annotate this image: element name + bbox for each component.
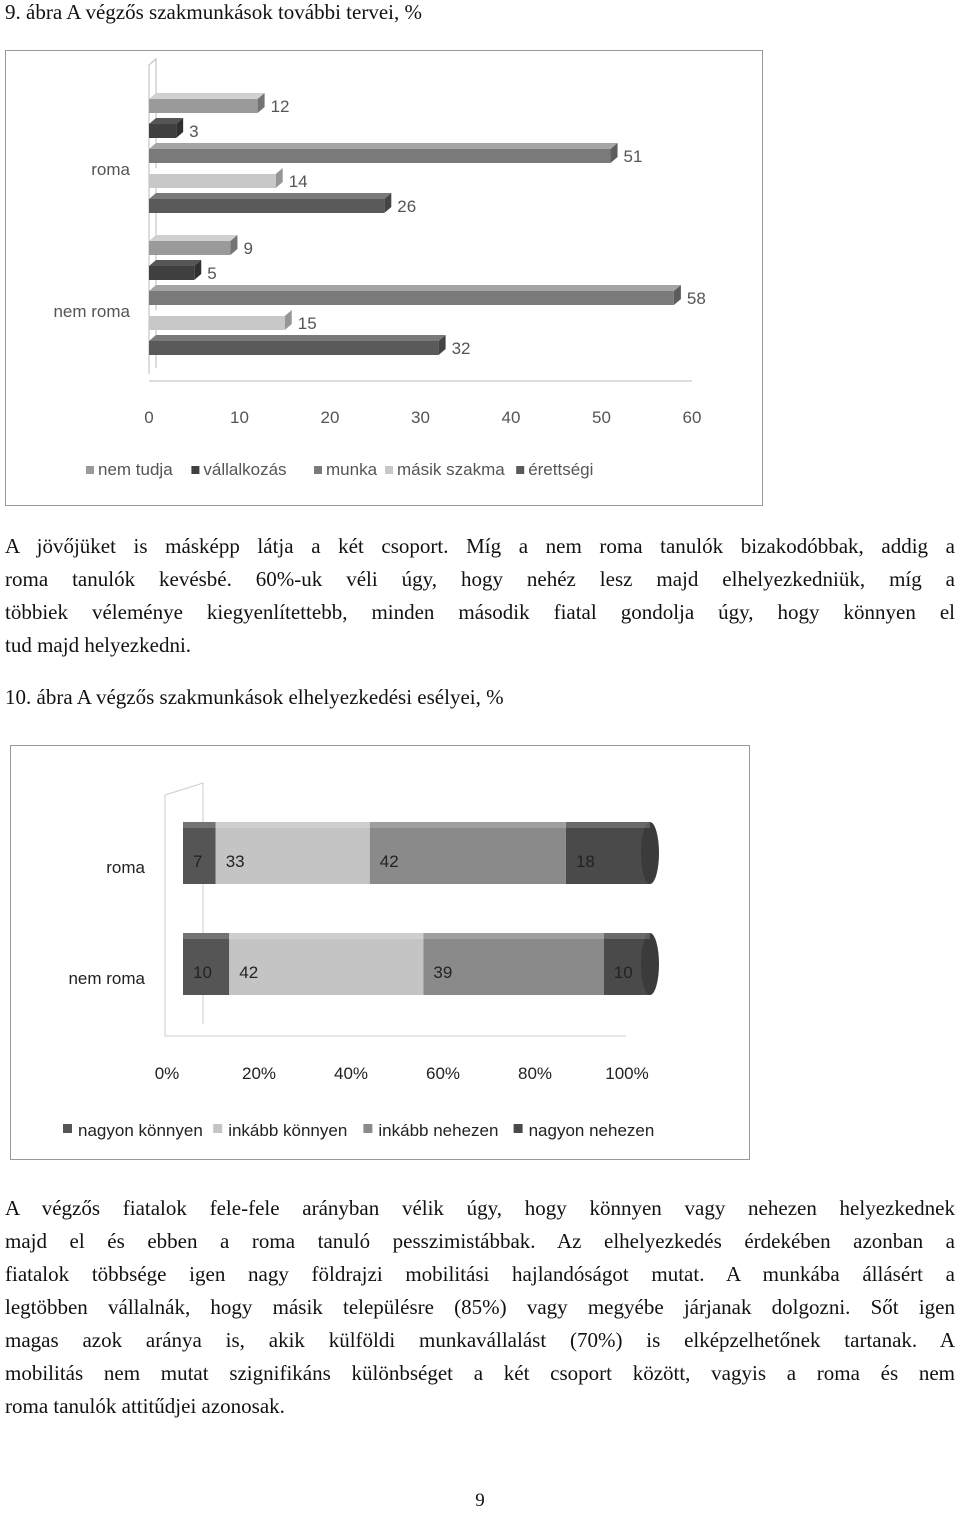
- bar: [149, 99, 258, 113]
- bar-end-cap: [641, 822, 659, 884]
- tick-label: 60: [682, 408, 702, 427]
- tick-label: 0: [144, 408, 154, 427]
- category-label: roma: [106, 858, 145, 877]
- bar-top: [149, 310, 292, 316]
- category-label: nem roma: [53, 302, 130, 321]
- data-label: 10: [613, 963, 633, 982]
- tick-label: 40: [501, 408, 521, 427]
- paragraph-line: A jövőjüket is másképp látja a két csoport. Míg a nem roma tanulók bizakodóbbak, addig a: [5, 534, 955, 558]
- data-label: 42: [379, 852, 399, 871]
- legend-label: vállalkozás: [203, 460, 287, 479]
- paragraph-line: legtöbben vállalnák, hogy másik településre (85%) vagy megyébe járjanak dolgozni. Sőt igen: [5, 1295, 955, 1319]
- legend-swatch: [213, 1124, 222, 1133]
- bar-top: [149, 143, 618, 149]
- bar-top: [149, 193, 391, 199]
- bar: [149, 199, 384, 213]
- figure-9-caption: 9. ábra A végzős szakmunkások további tervei, %: [5, 0, 422, 24]
- bar: [149, 174, 276, 188]
- bar-top: [149, 335, 446, 341]
- data-label: 12: [270, 97, 290, 116]
- category-label: nem roma: [68, 969, 145, 988]
- bar: [149, 291, 674, 305]
- legend-label: munka: [326, 460, 378, 479]
- paragraph-line: tud majd helyezkedni.: [5, 633, 192, 657]
- bar: [149, 241, 230, 255]
- bar-highlight: [183, 933, 650, 939]
- tick-label: 100%: [605, 1064, 649, 1083]
- legend-swatch: [514, 1124, 523, 1133]
- data-label: 33: [225, 852, 245, 871]
- data-label: 7: [193, 852, 203, 871]
- legend-swatch: [314, 466, 322, 474]
- legend-label: másik szakma: [397, 460, 505, 479]
- bar: [149, 316, 285, 330]
- data-label: 26: [397, 197, 417, 216]
- data-label: 15: [297, 314, 317, 333]
- data-label: 10: [193, 963, 212, 982]
- legend-label: nagyon nehezen: [528, 1121, 655, 1140]
- legend-swatch: [191, 466, 199, 474]
- bar-end-cap: [641, 933, 659, 995]
- bar-highlight: [183, 822, 650, 828]
- bar-top: [149, 260, 201, 266]
- tick-label: 10: [230, 408, 249, 427]
- back-wall: [165, 783, 203, 1036]
- tick-label: 30: [411, 408, 430, 427]
- bar-top: [149, 235, 237, 241]
- paragraph-line: mobilitás nem mutat szignifikáns különbséget a két csoport között, vagyis a roma és nem: [5, 1361, 955, 1385]
- figure-10-svg: [11, 746, 748, 1158]
- figure-9-chart: [5, 50, 763, 506]
- legend-swatch: [63, 1124, 72, 1133]
- legend-label: inkább nehezen: [378, 1121, 499, 1140]
- legend-swatch: [385, 466, 393, 474]
- data-label: 5: [207, 264, 217, 283]
- bar: [149, 149, 611, 163]
- bar: [149, 341, 439, 355]
- category-label: roma: [91, 160, 130, 179]
- figure-10-caption: 10. ábra A végzős szakmunkások elhelyezkedési esélyei, %: [5, 685, 504, 709]
- bar: [149, 124, 176, 138]
- data-label: 32: [451, 339, 471, 358]
- data-label: 42: [239, 963, 259, 982]
- bar-top: [149, 93, 265, 99]
- bar-segment: [370, 822, 566, 884]
- tick-label: 40%: [333, 1064, 369, 1083]
- page-number: 9: [475, 1490, 485, 1511]
- paragraph-line: roma tanulók attitűdjei azonosak.: [5, 1394, 285, 1418]
- legend-label: nagyon könnyen: [78, 1121, 203, 1140]
- tick-label: 0%: [154, 1064, 180, 1083]
- paragraph-line: majd el és ebben a roma tanuló pesszimistábbak. Az elhelyezkedés érdekében azonban a: [5, 1229, 955, 1253]
- bar-segment: [229, 933, 423, 995]
- legend-label: érettségi: [528, 460, 594, 479]
- data-label: 51: [623, 147, 643, 166]
- bar-top: [149, 168, 283, 174]
- tick-label: 20%: [241, 1064, 277, 1083]
- paragraph-line: többiek véleménye kiegyenlítettebb, minden második fiatal gondolja úgy, hogy könnyen el: [5, 600, 955, 624]
- tick-label: 50: [592, 408, 611, 427]
- data-label: 3: [189, 122, 199, 141]
- paragraph-line: roma tanulók kevésbé. 60%-uk véli úgy, hogy nehéz lesz majd elhelyezkedniük, míg a: [5, 567, 955, 591]
- tick-label: 60%: [425, 1064, 461, 1083]
- data-label: 14: [288, 172, 308, 191]
- figure-10-chart: [10, 745, 750, 1160]
- legend-swatch: [516, 466, 524, 474]
- data-label: 39: [433, 963, 453, 982]
- tick-label: 20: [320, 408, 340, 427]
- paragraph-line: magas azok aránya is, akik külföldi munkavállalást (70%) is elképzelhetőnek tartanak. A: [5, 1328, 955, 1352]
- bar: [149, 266, 194, 280]
- paragraph-line: fiatalok többsége igen nagy földrajzi mobilitási hajlandóságot mutat. A munkába állásért a: [5, 1262, 955, 1286]
- data-label: 18: [575, 852, 595, 871]
- figure-9-svg: [6, 51, 761, 504]
- legend-label: nem tudja: [98, 460, 173, 479]
- data-label: 58: [686, 289, 706, 308]
- paragraph-line: A végzős fiatalok fele-fele arányban vélik úgy, hogy könnyen vagy nehezen helyezkednek: [5, 1196, 955, 1220]
- data-label: 9: [243, 239, 253, 258]
- legend-swatch: [363, 1124, 372, 1133]
- legend-swatch: [86, 466, 94, 474]
- bar-top: [149, 285, 681, 291]
- tick-label: 80%: [517, 1064, 553, 1083]
- legend-label: inkább könnyen: [228, 1121, 348, 1140]
